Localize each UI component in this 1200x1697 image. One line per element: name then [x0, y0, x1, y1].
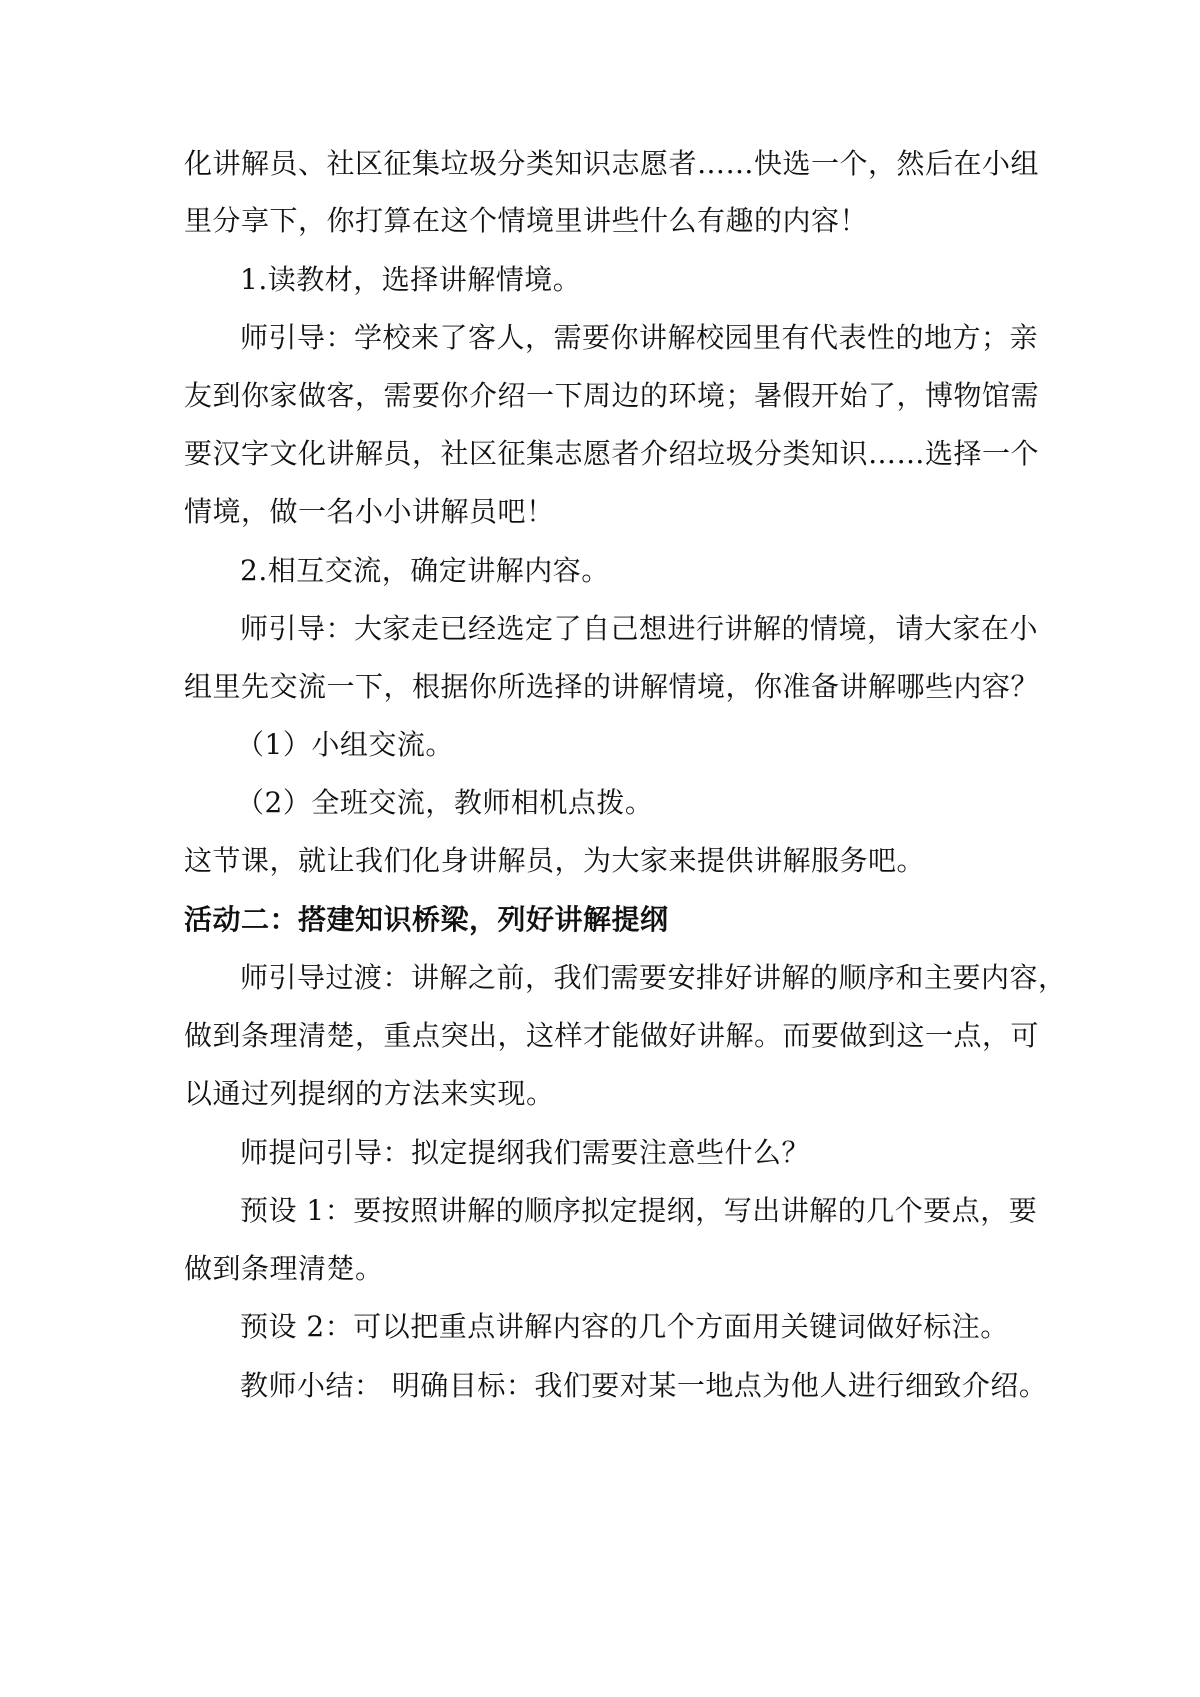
paragraph-line: 做到条理清楚。 — [184, 1252, 384, 1285]
paragraph-line: 教师小结： 明确目标：我们要对某一地点为他人进行细致介绍。 — [240, 1369, 1048, 1402]
paragraph-line: 师引导：学校来了客人，需要你讲解校园里有代表性的地方；亲 — [240, 321, 1039, 354]
paragraph-line: 化讲解员、社区征集垃圾分类知识志愿者……快选一个，然后在小组 — [184, 147, 1040, 180]
section-heading: 活动二：搭建知识桥梁，列好讲解提纲 — [184, 903, 669, 936]
step-heading: 2.相互交流，确定讲解内容。 — [240, 554, 610, 587]
paragraph-line: 要汉字文化讲解员，社区征集志愿者介绍垃圾分类知识……选择一个 — [184, 437, 1040, 470]
paragraph-line: 这节课，就让我们化身讲解员，为大家来提供讲解服务吧。 — [184, 844, 926, 877]
step-heading: 1.读教材，选择讲解情境。 — [240, 263, 582, 296]
paragraph-line: 里分享下，你打算在这个情境里讲些什么有趣的内容！ — [184, 204, 869, 237]
list-item: （1）小组交流。 — [236, 728, 454, 761]
paragraph-line: 师引导：大家走已经选定了自己想进行讲解的情境，请大家在小 — [240, 612, 1039, 645]
list-item: （2）全班交流，教师相机点拨。 — [236, 786, 654, 819]
paragraph-line: 师提问引导：拟定提纲我们需要注意些什么？ — [240, 1136, 811, 1169]
paragraph-line: 预设 2：可以把重点讲解内容的几个方面用关键词做好标注。 — [240, 1310, 1009, 1343]
paragraph-line: 组里先交流一下，根据你所选择的讲解情境，你准备讲解哪些内容？ — [184, 670, 1040, 703]
paragraph-line: 友到你家做客，需要你介绍一下周边的环境；暑假开始了，博物馆需 — [184, 379, 1040, 412]
paragraph-line: 师引导过渡：讲解之前，我们需要安排好讲解的顺序和主要内容， — [240, 961, 1067, 994]
paragraph-line: 预设 1：要按照讲解的顺序拟定提纲，写出讲解的几个要点，要 — [240, 1194, 1038, 1227]
paragraph-line: 以通过列提纲的方法来实现。 — [184, 1077, 555, 1110]
paragraph-line: 情境，做一名小小讲解员吧！ — [184, 495, 555, 528]
paragraph-line: 做到条理清楚，重点突出，这样才能做好讲解。而要做到这一点，可 — [184, 1019, 1040, 1052]
